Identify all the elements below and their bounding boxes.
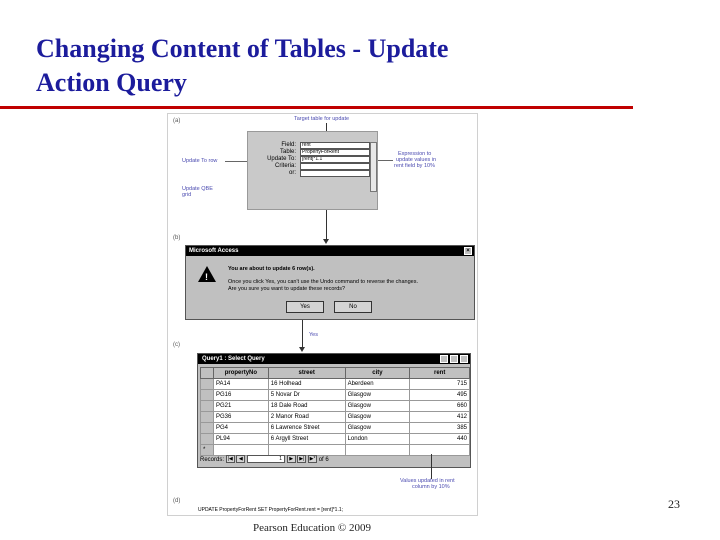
callout-line (378, 160, 393, 161)
flow-arrow-down (323, 239, 329, 244)
cell-city[interactable]: London (345, 434, 410, 445)
cell-propertyno[interactable]: PG21 (213, 401, 268, 412)
dialog-title: Microsoft Access (189, 248, 239, 254)
column-header-street[interactable]: street (268, 368, 345, 379)
table-row-new[interactable] (201, 445, 470, 456)
grid-update-to-cell[interactable]: [rent]*1.1 (300, 156, 370, 163)
next-record-button[interactable]: ▶ (287, 455, 296, 463)
title-rule (0, 106, 633, 109)
step-b-label: (b) (173, 235, 181, 241)
minimize-icon[interactable] (440, 355, 448, 363)
footer-copyright: Pearson Education © 2009 (253, 522, 372, 534)
callout-values-updated-1: Values updated in rent (400, 478, 455, 484)
result-datasheet-window (197, 353, 471, 468)
cell-city[interactable]: Glasgow (345, 401, 410, 412)
new-row-marker: * (201, 445, 214, 456)
cell-street[interactable]: 2 Manor Road (268, 412, 345, 423)
records-label: Records: (200, 457, 225, 463)
callout-expression-1: Expression to (398, 151, 432, 157)
step-c-label: (c) (173, 342, 180, 348)
grid-label-or: or: (288, 170, 296, 176)
flow-line-a-b (326, 210, 327, 240)
table-row[interactable] (201, 390, 470, 401)
row-selector[interactable] (201, 379, 214, 390)
cell-propertyno[interactable]: PG4 (213, 423, 268, 434)
cell-empty[interactable] (345, 445, 410, 456)
record-total: of 6 (318, 457, 329, 463)
row-selector[interactable] (201, 434, 214, 445)
cell-rent[interactable]: 412 (410, 412, 470, 423)
grid-label-update-to: Update To: (267, 156, 296, 162)
callout-target-table: Target table for update (294, 116, 350, 122)
callout-line (431, 454, 432, 479)
grid-label-criteria: Criteria: (274, 163, 296, 169)
callout-update-qbe-grid: Update QBE grid (182, 186, 213, 198)
cell-street[interactable]: 5 Novar Dr (268, 390, 345, 401)
column-header-rent[interactable]: rent (410, 368, 470, 379)
cell-city[interactable]: Glasgow (345, 412, 410, 423)
column-header-propertyno[interactable]: propertyNo (213, 368, 268, 379)
grid-label-table: Table: (279, 149, 296, 155)
current-record-input[interactable]: 1 (247, 455, 285, 463)
dialog-message-main: You are about to update 6 row(s). (228, 266, 315, 272)
flow-arrow-down (299, 347, 305, 352)
grid-table-cell[interactable]: PropertyForRent (300, 149, 370, 156)
table-row[interactable] (201, 434, 470, 445)
flow-line-b-c (302, 320, 303, 348)
datasheet-table (200, 367, 470, 456)
cell-city[interactable]: Glasgow (345, 390, 410, 401)
new-record-button[interactable]: ▶* (309, 456, 316, 463)
cell-empty[interactable] (268, 445, 345, 456)
title-line-2: Action Query (36, 68, 187, 97)
slide-title (36, 32, 636, 100)
datasheet-title-bar (198, 354, 470, 364)
cell-street[interactable]: 18 Dale Road (268, 401, 345, 412)
update-query-grid (247, 131, 378, 210)
close-icon[interactable]: × (464, 247, 472, 255)
cell-propertyno[interactable]: PA14 (213, 379, 268, 390)
sql-statement: UPDATE PropertyForRent SET PropertyForRent.rent = [rent]*1.1; (198, 507, 344, 513)
cell-rent[interactable]: 715 (410, 379, 470, 390)
grid-field-cell[interactable]: rent (300, 142, 370, 149)
record-navigator (200, 455, 329, 465)
grid-or-cell[interactable] (300, 170, 370, 177)
close-icon[interactable] (460, 355, 468, 363)
grid-label-field: Field: (281, 142, 296, 148)
callout-line (225, 161, 247, 162)
grid-scrollbar[interactable] (370, 142, 377, 192)
first-record-button[interactable]: |◀ (227, 456, 233, 463)
callout-update-to-row: Update To row (182, 158, 218, 164)
cell-rent[interactable]: 385 (410, 423, 470, 434)
table-row[interactable] (201, 423, 470, 434)
cell-propertyno[interactable]: PG36 (213, 412, 268, 423)
cell-propertyno[interactable]: PG16 (213, 390, 268, 401)
callout-expression-3: rent field by 10% (394, 163, 435, 169)
previous-record-button[interactable]: ◀ (236, 455, 245, 463)
callout-values-updated-2: column by 10% (412, 484, 450, 490)
cell-rent[interactable]: 495 (410, 390, 470, 401)
title-line-1: Changing Content of Tables - Update (36, 34, 449, 63)
cell-city[interactable]: Glasgow (345, 423, 410, 434)
cell-street[interactable]: 16 Holhead (268, 379, 345, 390)
confirm-dialog (185, 245, 475, 320)
row-selector[interactable] (201, 401, 214, 412)
step-a-label: (a) (173, 118, 181, 124)
row-selector[interactable] (201, 412, 214, 423)
cell-empty[interactable] (213, 445, 268, 456)
table-row[interactable] (201, 401, 470, 412)
column-header-city[interactable]: city (345, 368, 410, 379)
warning-mark: ! (205, 272, 208, 282)
table-row[interactable] (201, 379, 470, 390)
row-selector-header (201, 368, 214, 379)
grid-criteria-cell[interactable] (300, 163, 370, 170)
cell-empty[interactable] (410, 445, 470, 456)
table-row[interactable] (201, 412, 470, 423)
dialog-message-undo: Once you click Yes, you can't use the Undo command to reverse the changes. (228, 279, 418, 285)
callout-expression-2: update values in (396, 157, 437, 163)
callout-yes: Yes (309, 332, 318, 338)
yes-button[interactable]: Yes (286, 301, 324, 313)
page-number: 23 (668, 497, 680, 511)
datasheet-title: Query1 : Select Query (202, 356, 265, 362)
dialog-message-confirm: Are you sure you want to update these records? (228, 286, 346, 292)
last-record-button[interactable]: ▶| (299, 456, 305, 463)
maximize-icon[interactable] (450, 355, 458, 363)
cell-rent[interactable]: 440 (410, 434, 470, 445)
cell-propertyno[interactable]: PL94 (213, 434, 268, 445)
cell-street[interactable]: 6 Argyll Street (268, 434, 345, 445)
cell-rent[interactable]: 660 (410, 401, 470, 412)
row-selector[interactable] (201, 390, 214, 401)
no-button[interactable]: No (334, 301, 372, 313)
cell-street[interactable]: 6 Lawrence Street (268, 423, 345, 434)
step-d-label: (d) (173, 498, 181, 504)
dialog-title-bar (186, 246, 474, 256)
row-selector[interactable] (201, 423, 214, 434)
figure-screenshots (167, 113, 478, 516)
cell-city[interactable]: Aberdeen (345, 379, 410, 390)
